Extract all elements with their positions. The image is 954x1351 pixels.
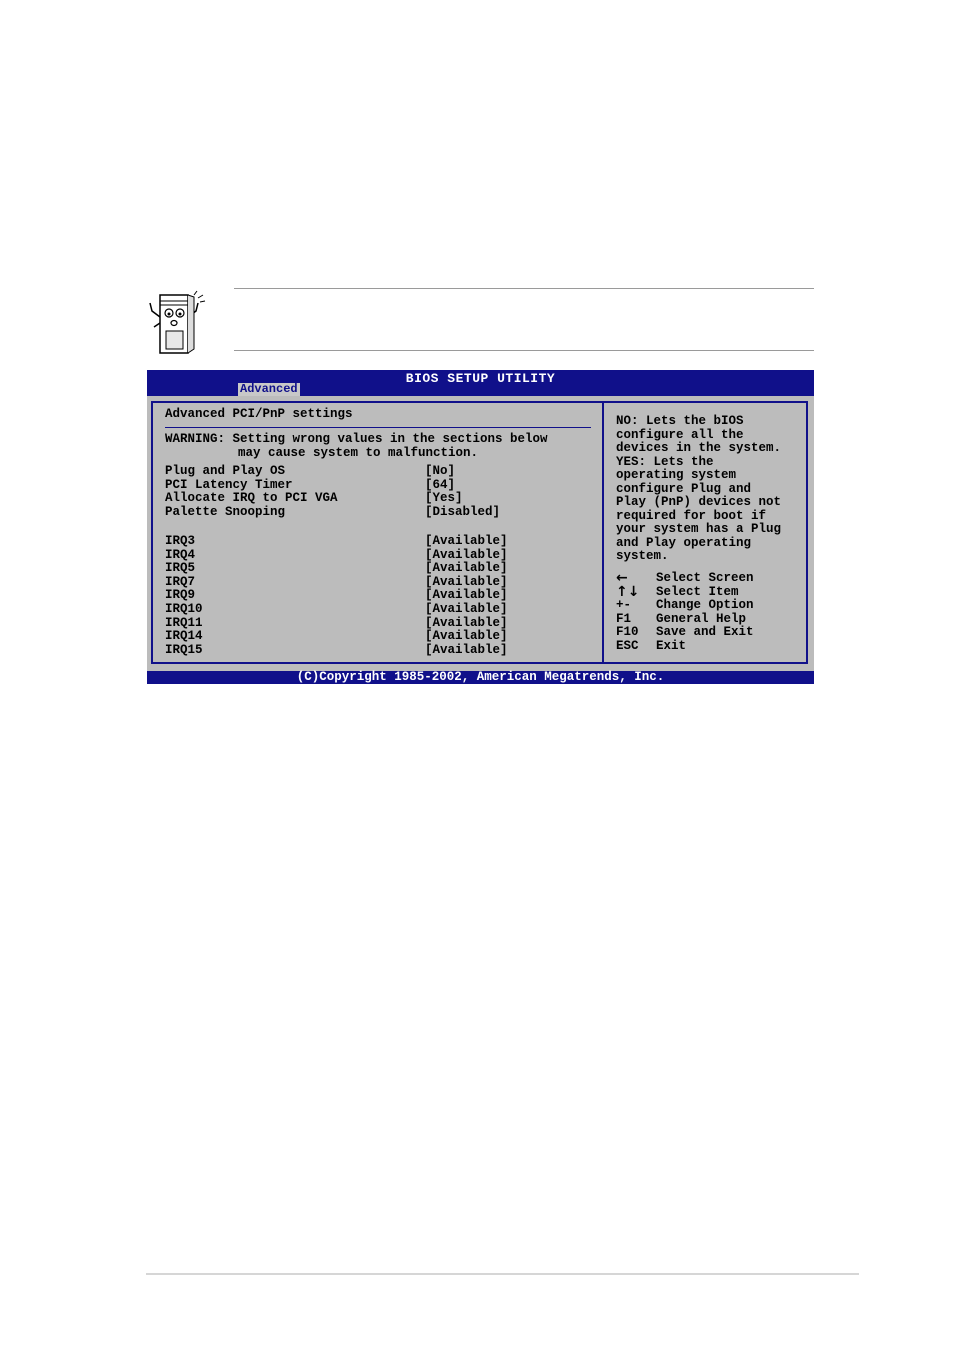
key-description: Exit xyxy=(656,638,687,653)
setting-label: IRQ4 xyxy=(165,547,196,562)
setting-value[interactable]: [Available] xyxy=(425,629,508,644)
help-line: required for boot if xyxy=(616,508,767,523)
setting-label: IRQ11 xyxy=(165,615,203,630)
setting-value[interactable]: [No] xyxy=(425,464,456,478)
setting-irq7[interactable] xyxy=(165,576,595,590)
help-line: operating system xyxy=(616,468,737,482)
setting-label: IRQ9 xyxy=(165,588,196,603)
setting-irq3[interactable] xyxy=(165,535,595,549)
setting-irq5[interactable] xyxy=(165,562,595,576)
setting-palette-snooping[interactable] xyxy=(165,506,595,520)
key-label: F1 xyxy=(616,611,632,626)
key-description: General Help xyxy=(656,611,747,626)
key-description: Save and Exit xyxy=(656,625,754,639)
setting-label: Plug and Play OS xyxy=(165,464,286,478)
up-down-arrows-icon: ↑↓ xyxy=(616,583,640,600)
bios-screen xyxy=(147,370,814,684)
setting-plug-and-play-os[interactable] xyxy=(165,465,595,479)
help-line: Play (PnP) devices not xyxy=(616,495,782,509)
key-label: F10 xyxy=(616,625,639,639)
help-line: your system has a Plug xyxy=(616,522,782,536)
setting-value[interactable]: [Available] xyxy=(425,588,508,603)
setting-value[interactable]: [64] xyxy=(425,477,456,492)
setting-label: IRQ5 xyxy=(165,561,196,576)
setting-label: IRQ15 xyxy=(165,642,203,657)
setting-value[interactable]: [Yes] xyxy=(425,491,463,506)
setting-value[interactable]: [Available] xyxy=(425,574,508,589)
setting-label: PCI Latency Timer xyxy=(165,477,293,492)
help-line: system. xyxy=(616,549,669,563)
setting-value[interactable]: [Available] xyxy=(425,615,508,630)
note-computer-icon xyxy=(146,289,210,357)
help-line: YES: Lets the xyxy=(616,454,714,469)
setting-irq11[interactable] xyxy=(165,617,595,631)
bios-title-bar xyxy=(147,370,814,396)
warning-line-1: WARNING: Setting wrong values in the sections below xyxy=(165,432,548,446)
setting-irq15[interactable] xyxy=(165,644,595,658)
setting-label: IRQ3 xyxy=(165,534,196,548)
tab-advanced[interactable]: Advanced xyxy=(240,382,298,396)
section-divider xyxy=(165,427,591,428)
help-line: configure all the xyxy=(616,427,744,442)
help-line: and Play operating xyxy=(616,535,752,550)
setting-irq10[interactable] xyxy=(165,603,595,617)
bios-footer-bar xyxy=(147,671,814,684)
help-pane xyxy=(604,403,806,662)
left-arrow-icon: ← xyxy=(616,570,628,586)
setting-label: IRQ14 xyxy=(165,629,203,644)
note-bottom-rule xyxy=(234,350,814,351)
settings-pane xyxy=(153,403,602,662)
setting-value[interactable]: [Available] xyxy=(425,601,508,616)
setting-allocate-irq-to-pci-vga[interactable] xyxy=(165,492,595,506)
setting-value[interactable]: [Available] xyxy=(425,561,508,576)
section-title: Advanced PCI/PnP settings xyxy=(165,407,353,421)
key-label: +- xyxy=(616,598,632,612)
bios-main-frame xyxy=(151,401,808,664)
setting-label: Allocate IRQ to PCI VGA xyxy=(165,491,338,506)
setting-label: IRQ7 xyxy=(165,574,196,589)
key-description: Change Option xyxy=(656,598,754,612)
copyright-text: (C)Copyright 1985-2002, American Megatrends, Inc. xyxy=(296,670,665,684)
help-line: devices in the system. xyxy=(616,441,782,455)
key-description: Select Item xyxy=(656,584,739,599)
setting-label: IRQ10 xyxy=(165,601,203,616)
key-label: ESC xyxy=(616,638,639,653)
page-footer-rule xyxy=(146,1273,859,1275)
help-text xyxy=(616,415,781,564)
bios-title: BIOS SETUP UTILITY xyxy=(405,371,556,386)
setting-pci-latency-timer[interactable] xyxy=(165,479,595,493)
setting-value[interactable]: [Disabled] xyxy=(425,504,501,519)
help-line: NO: Lets the bIOS xyxy=(616,414,744,428)
help-line: configure Plug and xyxy=(616,481,752,496)
setting-value[interactable]: [Available] xyxy=(425,547,508,562)
setting-label: Palette Snooping xyxy=(165,504,286,519)
setting-irq4[interactable] xyxy=(165,549,595,563)
note-top-rule xyxy=(234,288,814,289)
setting-value[interactable]: [Available] xyxy=(425,642,508,657)
key-description: Select Screen xyxy=(656,571,754,585)
setting-irq9[interactable] xyxy=(165,589,595,603)
irq-list xyxy=(165,535,595,657)
warning-line-2: may cause system to malfunction. xyxy=(238,446,479,460)
setting-value[interactable]: [Available] xyxy=(425,534,508,548)
settings-list xyxy=(165,465,595,519)
setting-irq14[interactable] xyxy=(165,630,595,644)
